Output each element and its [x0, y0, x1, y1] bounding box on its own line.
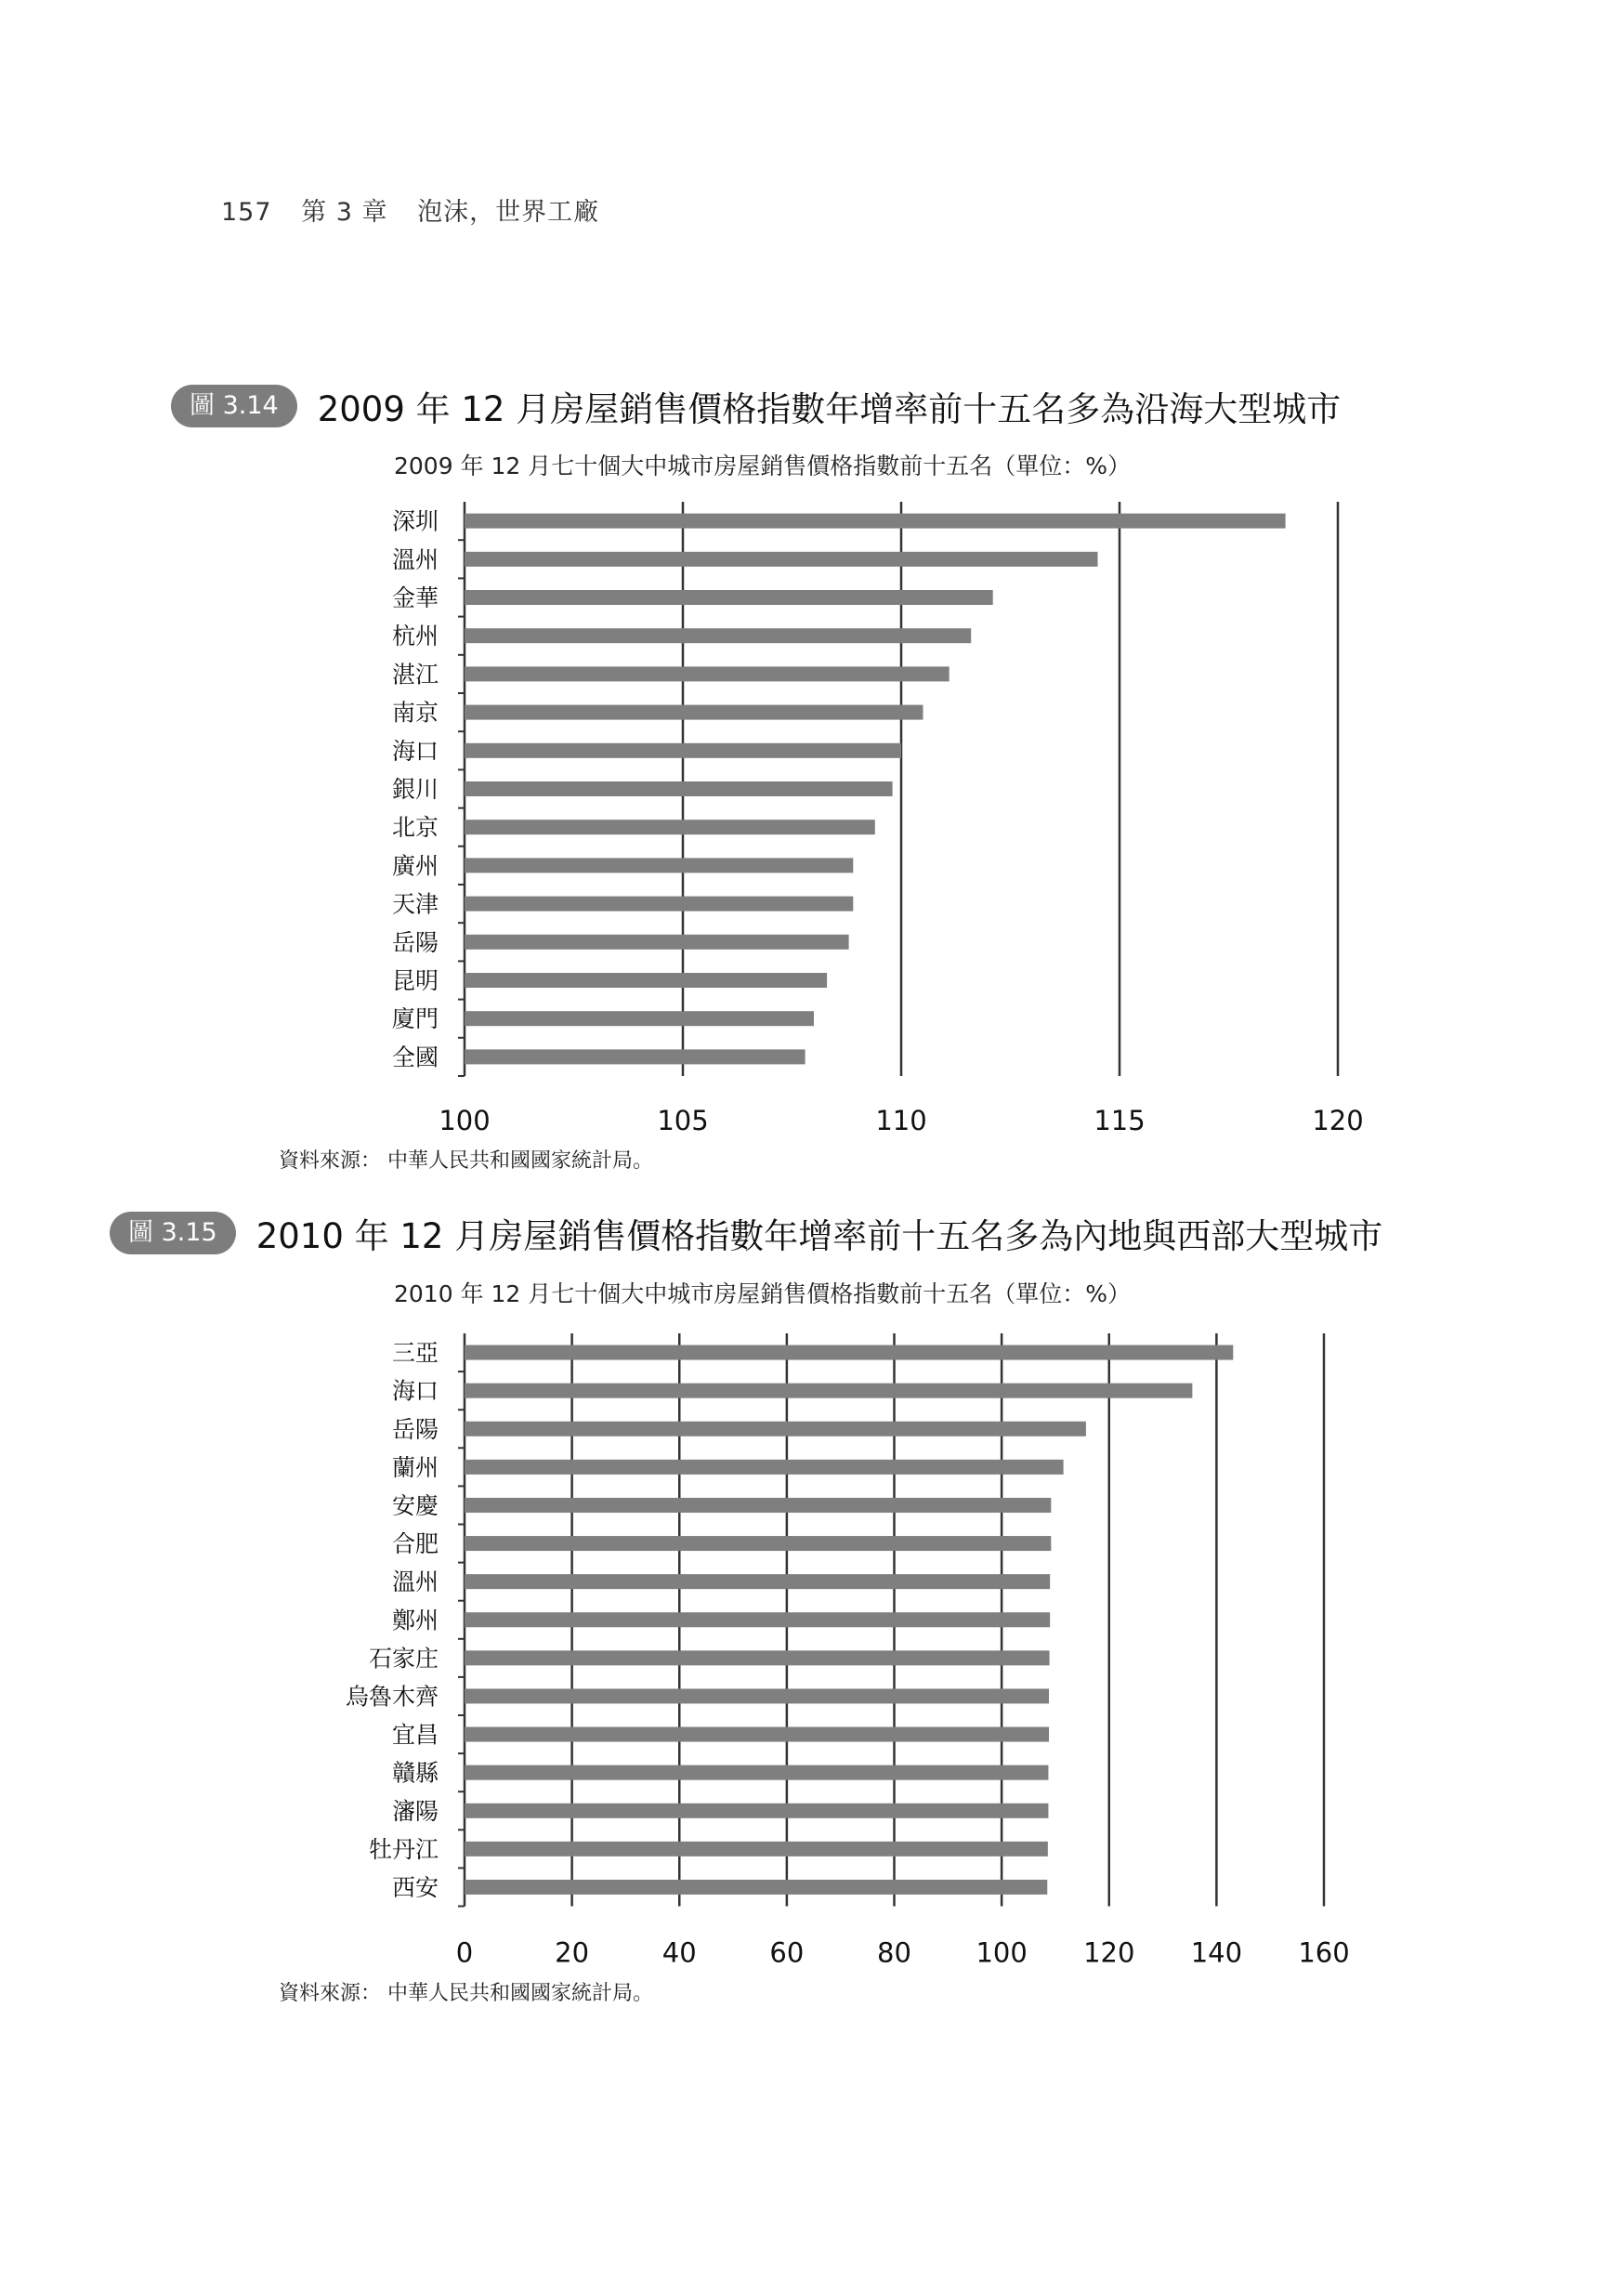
bar [465, 705, 923, 720]
figure-badge: 圖 3.14 [171, 385, 297, 427]
source-note: 資料來源： 中華人民共和國國家統計局。 [279, 1149, 653, 1173]
bar [465, 552, 1098, 567]
category-label: 銀川 [391, 776, 439, 803]
category-label: 廣州 [391, 852, 439, 880]
x-tick-label: 120 [1083, 1936, 1135, 1969]
category-label: 杭州 [391, 623, 439, 650]
x-tick-label: 140 [1190, 1936, 1243, 1969]
figure-title: 2009 年 12 月房屋銷售價格指數年增率前十五名多為沿海大型城市 [317, 389, 1342, 429]
bar [465, 897, 853, 912]
bar [465, 666, 950, 681]
bar [465, 1842, 1048, 1857]
bar [465, 820, 875, 834]
category-label: 烏魯木齊 [345, 1683, 439, 1711]
bar [465, 1049, 805, 1064]
category-label: 西安 [391, 1873, 439, 1901]
x-tick-label: 110 [875, 1105, 927, 1136]
category-label: 北京 [391, 814, 439, 842]
category-label: 贛縣 [391, 1759, 439, 1787]
category-label: 海口 [391, 1377, 439, 1405]
category-label: 溫州 [391, 545, 439, 573]
category-label: 昆明 [391, 967, 439, 994]
bar [465, 1727, 1049, 1742]
category-label: 深圳 [391, 507, 439, 535]
x-tick-label: 115 [1094, 1105, 1146, 1136]
bar [465, 628, 971, 643]
category-label: 全國 [391, 1043, 439, 1071]
bar [465, 781, 893, 796]
category-label: 廈門 [391, 1005, 439, 1033]
x-tick-label: 100 [976, 1936, 1028, 1969]
chapter-label: 第 3 章 [301, 198, 388, 227]
x-tick-label: 20 [555, 1936, 590, 1969]
bar [465, 1498, 1051, 1513]
category-label: 金華 [391, 584, 439, 611]
x-tick-label: 80 [877, 1936, 911, 1969]
x-tick-label: 120 [1312, 1105, 1364, 1136]
bar-chart [0, 1310, 1624, 1969]
bar [465, 973, 827, 988]
bar [465, 514, 1286, 529]
chapter-title: 泡沫，世界工廠 [417, 198, 600, 227]
bar [465, 1880, 1047, 1895]
bar [465, 1612, 1050, 1627]
bar [465, 590, 993, 605]
category-label: 蘭州 [391, 1453, 439, 1481]
x-tick-label: 100 [439, 1105, 491, 1136]
x-tick-label: 160 [1298, 1936, 1350, 1969]
category-label: 溫州 [391, 1568, 439, 1596]
category-label: 天津 [391, 890, 439, 918]
category-label: 岳陽 [391, 928, 439, 956]
bar [465, 1384, 1192, 1398]
bar [465, 1422, 1086, 1437]
running-head [221, 191, 620, 228]
category-label: 鄭州 [391, 1607, 439, 1634]
chart-subtitle: 2009 年 12 月七十個大中城市房屋銷售價格指數前十五名（單位：%） [394, 453, 1132, 479]
x-tick-label: 40 [661, 1936, 697, 1969]
category-label: 安慶 [391, 1491, 439, 1519]
chart-subtitle: 2010 年 12 月七十個大中城市房屋銷售價格指數前十五名（單位：%） [394, 1280, 1132, 1307]
bar [465, 1688, 1049, 1703]
category-label: 石家庄 [368, 1645, 439, 1673]
bar [465, 858, 853, 873]
bar [465, 1345, 1233, 1360]
page-number: 157 [221, 198, 272, 227]
bar [465, 1650, 1050, 1665]
x-tick-label: 0 [455, 1936, 474, 1969]
bar [465, 1574, 1050, 1589]
figure-title-row [110, 1208, 1382, 1258]
category-label: 瀋陽 [391, 1797, 439, 1825]
bar [465, 1536, 1051, 1551]
category-label: 南京 [391, 699, 439, 727]
x-tick-label: 60 [769, 1936, 805, 1969]
bar [465, 743, 901, 758]
bar [465, 1460, 1064, 1475]
bar [465, 1765, 1048, 1780]
bar [465, 1011, 814, 1026]
figure-title-row [171, 381, 1341, 431]
bar-chart [0, 483, 1624, 1134]
category-label: 岳陽 [391, 1415, 439, 1443]
category-label: 牡丹江 [368, 1835, 439, 1863]
category-label: 宜昌 [391, 1721, 439, 1749]
x-tick-label: 105 [657, 1105, 709, 1136]
category-label: 海口 [391, 737, 439, 765]
category-label: 三亞 [391, 1339, 439, 1367]
bar [465, 1804, 1048, 1818]
source-note: 資料來源： 中華人民共和國國家統計局。 [279, 1982, 653, 2005]
figure-badge: 圖 3.15 [110, 1212, 236, 1254]
category-label: 合肥 [391, 1530, 439, 1558]
figure-title: 2010 年 12 月房屋銷售價格指數年增率前十五名多為內地與西部大型城市 [255, 1216, 1383, 1256]
bar [465, 935, 849, 950]
category-label: 湛江 [391, 661, 439, 689]
